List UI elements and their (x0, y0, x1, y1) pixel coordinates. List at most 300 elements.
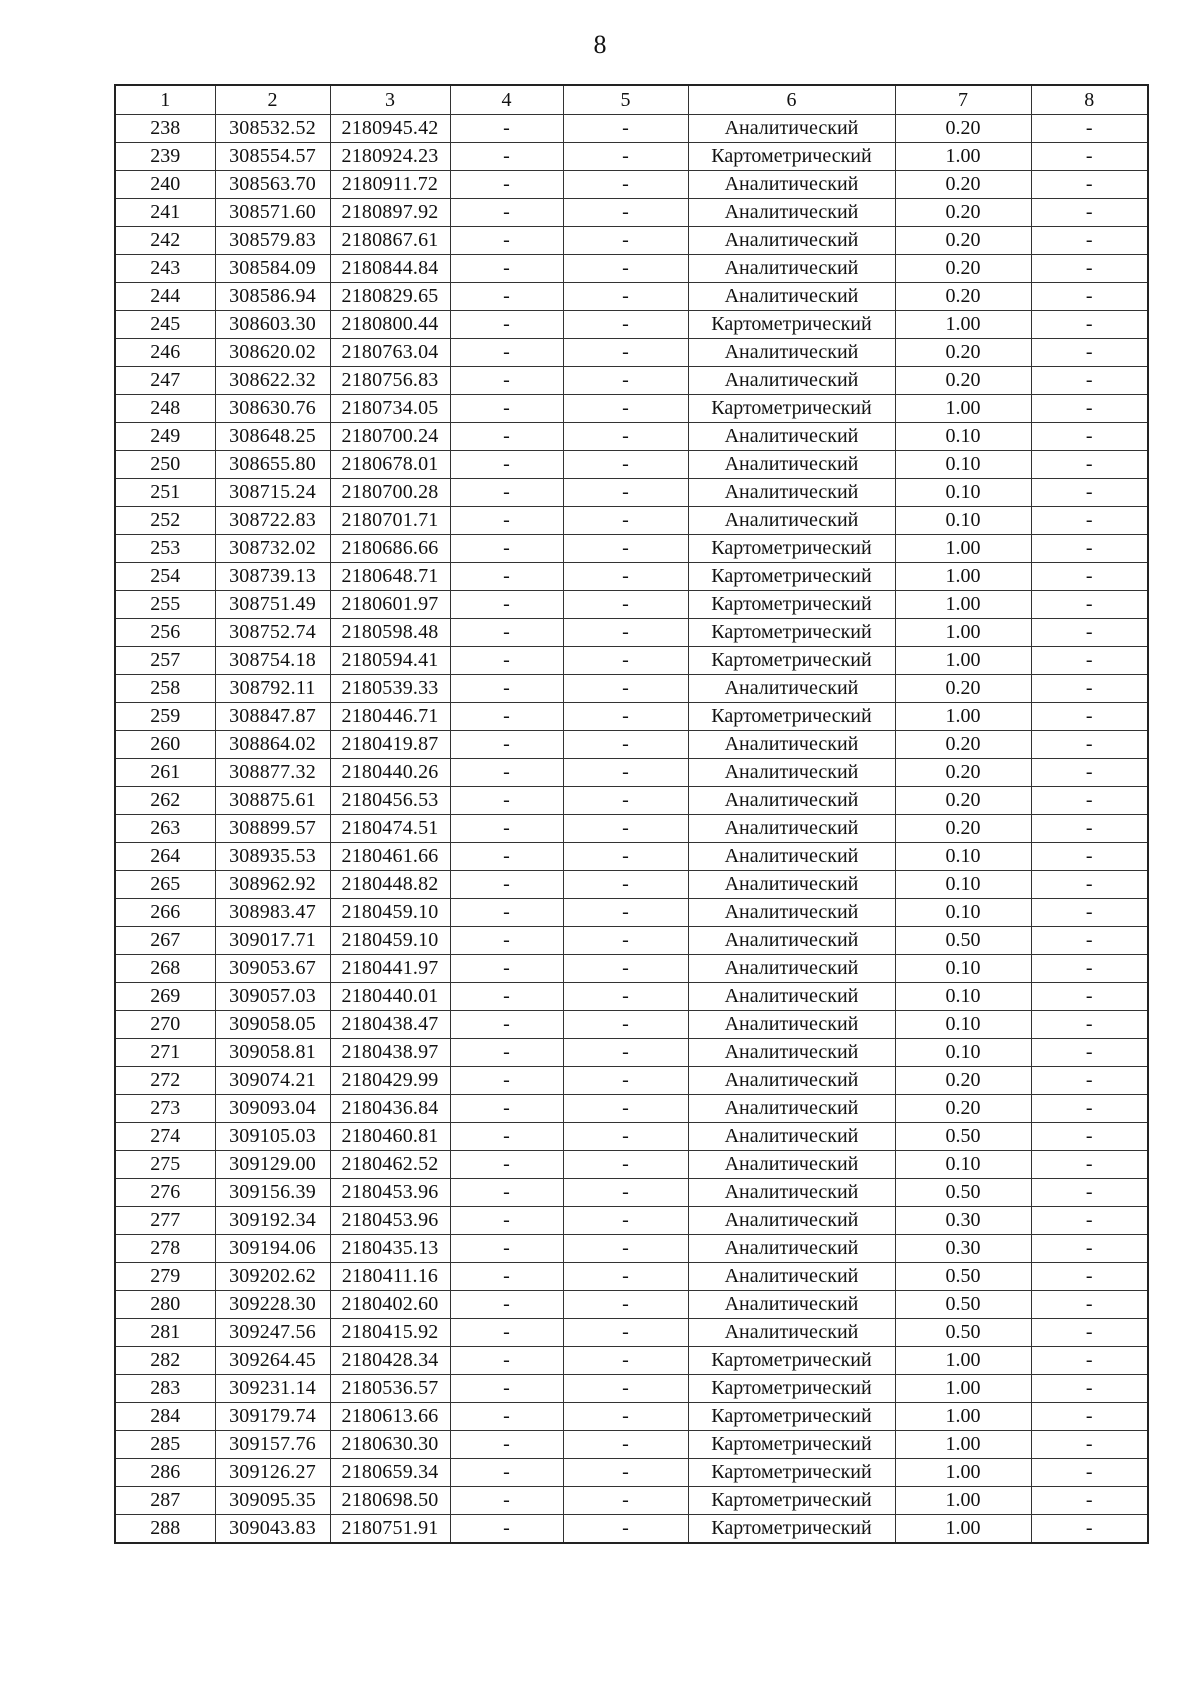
y-coordinate-cell: 2180435.13 (330, 1235, 450, 1263)
table-row (115, 171, 1148, 199)
table-row (115, 759, 1148, 787)
y-coordinate-cell: 2180897.92 (330, 199, 450, 227)
column-4-cell: - (450, 1039, 563, 1067)
column-5-cell: - (563, 1067, 688, 1095)
column-4-cell: - (450, 1011, 563, 1039)
point-number-cell: 272 (115, 1067, 215, 1095)
column-8-cell: - (1031, 843, 1148, 871)
column-5-cell: - (563, 1375, 688, 1403)
accuracy-cell: 0.20 (895, 283, 1031, 311)
column-4-cell: - (450, 1459, 563, 1487)
accuracy-cell: 1.00 (895, 1515, 1031, 1544)
y-coordinate-cell: 2180648.71 (330, 563, 450, 591)
method-cell: Аналитический (688, 1011, 895, 1039)
point-number-cell: 247 (115, 367, 215, 395)
point-number-cell: 282 (115, 1347, 215, 1375)
method-cell: Аналитический (688, 675, 895, 703)
method-cell: Аналитический (688, 171, 895, 199)
method-cell: Картометрический (688, 1487, 895, 1515)
column-5-cell: - (563, 339, 688, 367)
table-row (115, 1067, 1148, 1095)
method-cell: Аналитический (688, 1039, 895, 1067)
y-coordinate-cell: 2180459.10 (330, 927, 450, 955)
x-coordinate-cell: 309129.00 (215, 1151, 330, 1179)
y-coordinate-cell: 2180402.60 (330, 1291, 450, 1319)
accuracy-cell: 0.10 (895, 899, 1031, 927)
accuracy-cell: 0.10 (895, 479, 1031, 507)
table-row (115, 703, 1148, 731)
column-4-cell: - (450, 815, 563, 843)
column-8-cell: - (1031, 815, 1148, 843)
column-4-cell: - (450, 1431, 563, 1459)
table-row (115, 283, 1148, 311)
accuracy-cell: 0.20 (895, 675, 1031, 703)
point-number-cell: 273 (115, 1095, 215, 1123)
y-coordinate-cell: 2180659.34 (330, 1459, 450, 1487)
point-number-cell: 251 (115, 479, 215, 507)
table-row (115, 1291, 1148, 1319)
method-cell: Картометрический (688, 563, 895, 591)
x-coordinate-cell: 309057.03 (215, 983, 330, 1011)
x-coordinate-cell: 309053.67 (215, 955, 330, 983)
column-8-cell: - (1031, 115, 1148, 143)
x-coordinate-cell: 308962.92 (215, 871, 330, 899)
y-coordinate-cell: 2180428.34 (330, 1347, 450, 1375)
coordinates-table (114, 84, 1149, 1544)
method-cell: Картометрический (688, 395, 895, 423)
table-row (115, 927, 1148, 955)
x-coordinate-cell: 309192.34 (215, 1207, 330, 1235)
x-coordinate-cell: 308792.11 (215, 675, 330, 703)
column-4-cell: - (450, 1179, 563, 1207)
column-8-cell: - (1031, 1291, 1148, 1319)
point-number-cell: 287 (115, 1487, 215, 1515)
accuracy-cell: 1.00 (895, 563, 1031, 591)
accuracy-cell: 1.00 (895, 591, 1031, 619)
column-4-cell: - (450, 283, 563, 311)
column-5-cell: - (563, 675, 688, 703)
accuracy-cell: 1.00 (895, 619, 1031, 647)
column-5-cell: - (563, 1039, 688, 1067)
method-cell: Аналитический (688, 1067, 895, 1095)
accuracy-cell: 1.00 (895, 143, 1031, 171)
column-8-cell: - (1031, 171, 1148, 199)
point-number-cell: 265 (115, 871, 215, 899)
column-8-cell: - (1031, 1319, 1148, 1347)
table-body (115, 115, 1148, 1544)
y-coordinate-cell: 2180924.23 (330, 143, 450, 171)
point-number-cell: 238 (115, 115, 215, 143)
table-row (115, 619, 1148, 647)
x-coordinate-cell: 308655.80 (215, 451, 330, 479)
x-coordinate-cell: 309157.76 (215, 1431, 330, 1459)
accuracy-cell: 0.30 (895, 1235, 1031, 1263)
x-coordinate-cell: 308751.49 (215, 591, 330, 619)
column-5-cell: - (563, 1487, 688, 1515)
method-cell: Картометрический (688, 619, 895, 647)
table-row (115, 1403, 1148, 1431)
table-row (115, 451, 1148, 479)
column-8-cell: - (1031, 871, 1148, 899)
x-coordinate-cell: 309231.14 (215, 1375, 330, 1403)
column-8-cell: - (1031, 1179, 1148, 1207)
point-number-cell: 271 (115, 1039, 215, 1067)
point-number-cell: 261 (115, 759, 215, 787)
y-coordinate-cell: 2180601.97 (330, 591, 450, 619)
point-number-cell: 283 (115, 1375, 215, 1403)
column-header: 4 (450, 85, 563, 115)
column-4-cell: - (450, 339, 563, 367)
y-coordinate-cell: 2180829.65 (330, 283, 450, 311)
x-coordinate-cell: 309043.83 (215, 1515, 330, 1544)
column-8-cell: - (1031, 1515, 1148, 1544)
x-coordinate-cell: 308563.70 (215, 171, 330, 199)
point-number-cell: 256 (115, 619, 215, 647)
column-8-cell: - (1031, 395, 1148, 423)
column-4-cell: - (450, 675, 563, 703)
accuracy-cell: 0.10 (895, 451, 1031, 479)
y-coordinate-cell: 2180453.96 (330, 1179, 450, 1207)
point-number-cell: 285 (115, 1431, 215, 1459)
accuracy-cell: 1.00 (895, 1347, 1031, 1375)
column-8-cell: - (1031, 1067, 1148, 1095)
column-4-cell: - (450, 1347, 563, 1375)
y-coordinate-cell: 2180751.91 (330, 1515, 450, 1544)
column-8-cell: - (1031, 731, 1148, 759)
column-5-cell: - (563, 843, 688, 871)
y-coordinate-cell: 2180763.04 (330, 339, 450, 367)
table-row (115, 227, 1148, 255)
column-8-cell: - (1031, 787, 1148, 815)
point-number-cell: 275 (115, 1151, 215, 1179)
column-5-cell: - (563, 1179, 688, 1207)
accuracy-cell: 0.10 (895, 423, 1031, 451)
table-row (115, 199, 1148, 227)
y-coordinate-cell: 2180539.33 (330, 675, 450, 703)
column-4-cell: - (450, 1235, 563, 1263)
column-4-cell: - (450, 563, 563, 591)
column-8-cell: - (1031, 507, 1148, 535)
accuracy-cell: 0.10 (895, 843, 1031, 871)
table-row (115, 1235, 1148, 1263)
accuracy-cell: 1.00 (895, 703, 1031, 731)
y-coordinate-cell: 2180411.16 (330, 1263, 450, 1291)
x-coordinate-cell: 309105.03 (215, 1123, 330, 1151)
column-8-cell: - (1031, 619, 1148, 647)
column-4-cell: - (450, 1403, 563, 1431)
method-cell: Картометрический (688, 591, 895, 619)
y-coordinate-cell: 2180419.87 (330, 731, 450, 759)
point-number-cell: 249 (115, 423, 215, 451)
x-coordinate-cell: 309058.05 (215, 1011, 330, 1039)
column-4-cell: - (450, 1123, 563, 1151)
column-5-cell: - (563, 367, 688, 395)
column-header: 3 (330, 85, 450, 115)
x-coordinate-cell: 308603.30 (215, 311, 330, 339)
x-coordinate-cell: 308532.52 (215, 115, 330, 143)
column-4-cell: - (450, 1375, 563, 1403)
column-8-cell: - (1031, 983, 1148, 1011)
accuracy-cell: 1.00 (895, 647, 1031, 675)
y-coordinate-cell: 2180686.66 (330, 535, 450, 563)
x-coordinate-cell: 309179.74 (215, 1403, 330, 1431)
column-header: 1 (115, 85, 215, 115)
point-number-cell: 248 (115, 395, 215, 423)
column-5-cell: - (563, 1431, 688, 1459)
column-5-cell: - (563, 1291, 688, 1319)
point-number-cell: 274 (115, 1123, 215, 1151)
method-cell: Картометрический (688, 1347, 895, 1375)
point-number-cell: 264 (115, 843, 215, 871)
column-8-cell: - (1031, 1123, 1148, 1151)
table-row (115, 311, 1148, 339)
point-number-cell: 252 (115, 507, 215, 535)
column-4-cell: - (450, 143, 563, 171)
column-5-cell: - (563, 115, 688, 143)
accuracy-cell: 0.50 (895, 1263, 1031, 1291)
column-4-cell: - (450, 731, 563, 759)
method-cell: Аналитический (688, 843, 895, 871)
column-5-cell: - (563, 927, 688, 955)
table-row (115, 1431, 1148, 1459)
column-8-cell: - (1031, 1207, 1148, 1235)
x-coordinate-cell: 309074.21 (215, 1067, 330, 1095)
column-5-cell: - (563, 451, 688, 479)
table-row (115, 1011, 1148, 1039)
column-5-cell: - (563, 171, 688, 199)
column-4-cell: - (450, 1515, 563, 1544)
x-coordinate-cell: 308584.09 (215, 255, 330, 283)
accuracy-cell: 0.50 (895, 1123, 1031, 1151)
column-5-cell: - (563, 619, 688, 647)
accuracy-cell: 0.20 (895, 815, 1031, 843)
x-coordinate-cell: 308571.60 (215, 199, 330, 227)
method-cell: Аналитический (688, 787, 895, 815)
x-coordinate-cell: 309095.35 (215, 1487, 330, 1515)
column-5-cell: - (563, 871, 688, 899)
column-4-cell: - (450, 1207, 563, 1235)
accuracy-cell: 0.20 (895, 171, 1031, 199)
column-5-cell: - (563, 1207, 688, 1235)
column-5-cell: - (563, 255, 688, 283)
column-8-cell: - (1031, 1459, 1148, 1487)
column-8-cell: - (1031, 591, 1148, 619)
column-5-cell: - (563, 1095, 688, 1123)
column-8-cell: - (1031, 1151, 1148, 1179)
table-row (115, 395, 1148, 423)
point-number-cell: 254 (115, 563, 215, 591)
y-coordinate-cell: 2180756.83 (330, 367, 450, 395)
column-5-cell: - (563, 955, 688, 983)
method-cell: Картометрический (688, 1459, 895, 1487)
x-coordinate-cell: 308579.83 (215, 227, 330, 255)
column-4-cell: - (450, 255, 563, 283)
column-8-cell: - (1031, 143, 1148, 171)
method-cell: Картометрический (688, 703, 895, 731)
column-4-cell: - (450, 619, 563, 647)
column-8-cell: - (1031, 255, 1148, 283)
point-number-cell: 270 (115, 1011, 215, 1039)
accuracy-cell: 0.50 (895, 1179, 1031, 1207)
column-5-cell: - (563, 731, 688, 759)
table-row (115, 1459, 1148, 1487)
column-5-cell: - (563, 1263, 688, 1291)
y-coordinate-cell: 2180462.52 (330, 1151, 450, 1179)
x-coordinate-cell: 309156.39 (215, 1179, 330, 1207)
table-row (115, 815, 1148, 843)
accuracy-cell: 1.00 (895, 395, 1031, 423)
accuracy-cell: 0.20 (895, 787, 1031, 815)
method-cell: Аналитический (688, 227, 895, 255)
column-4-cell: - (450, 367, 563, 395)
accuracy-cell: 0.20 (895, 367, 1031, 395)
table-row (115, 647, 1148, 675)
method-cell: Аналитический (688, 1319, 895, 1347)
column-4-cell: - (450, 1151, 563, 1179)
column-8-cell: - (1031, 535, 1148, 563)
accuracy-cell: 0.50 (895, 1291, 1031, 1319)
table-row (115, 1375, 1148, 1403)
method-cell: Аналитический (688, 927, 895, 955)
column-4-cell: - (450, 451, 563, 479)
table-row (115, 367, 1148, 395)
point-number-cell: 250 (115, 451, 215, 479)
accuracy-cell: 0.50 (895, 927, 1031, 955)
accuracy-cell: 0.10 (895, 1039, 1031, 1067)
table-row (115, 675, 1148, 703)
column-4-cell: - (450, 115, 563, 143)
column-8-cell: - (1031, 1263, 1148, 1291)
accuracy-cell: 0.10 (895, 507, 1031, 535)
table-row (115, 479, 1148, 507)
accuracy-cell: 0.10 (895, 1151, 1031, 1179)
table-row (115, 507, 1148, 535)
column-8-cell: - (1031, 227, 1148, 255)
column-5-cell: - (563, 507, 688, 535)
point-number-cell: 260 (115, 731, 215, 759)
column-5-cell: - (563, 815, 688, 843)
table-row (115, 1515, 1148, 1544)
column-4-cell: - (450, 423, 563, 451)
table-row (115, 1095, 1148, 1123)
method-cell: Аналитический (688, 367, 895, 395)
column-5-cell: - (563, 899, 688, 927)
column-5-cell: - (563, 983, 688, 1011)
column-4-cell: - (450, 955, 563, 983)
table-row (115, 843, 1148, 871)
column-4-cell: - (450, 927, 563, 955)
method-cell: Аналитический (688, 731, 895, 759)
x-coordinate-cell: 309017.71 (215, 927, 330, 955)
y-coordinate-cell: 2180678.01 (330, 451, 450, 479)
method-cell: Аналитический (688, 479, 895, 507)
y-coordinate-cell: 2180429.99 (330, 1067, 450, 1095)
accuracy-cell: 0.20 (895, 255, 1031, 283)
column-4-cell: - (450, 311, 563, 339)
column-8-cell: - (1031, 1487, 1148, 1515)
x-coordinate-cell: 309093.04 (215, 1095, 330, 1123)
method-cell: Аналитический (688, 283, 895, 311)
column-5-cell: - (563, 591, 688, 619)
column-4-cell: - (450, 535, 563, 563)
column-5-cell: - (563, 395, 688, 423)
method-cell: Аналитический (688, 983, 895, 1011)
table-row (115, 1207, 1148, 1235)
accuracy-cell: 1.00 (895, 311, 1031, 339)
method-cell: Аналитический (688, 199, 895, 227)
y-coordinate-cell: 2180911.72 (330, 171, 450, 199)
column-8-cell: - (1031, 423, 1148, 451)
table-row (115, 1487, 1148, 1515)
point-number-cell: 243 (115, 255, 215, 283)
column-header: 6 (688, 85, 895, 115)
point-number-cell: 239 (115, 143, 215, 171)
y-coordinate-cell: 2180440.01 (330, 983, 450, 1011)
point-number-cell: 258 (115, 675, 215, 703)
table-row (115, 1263, 1148, 1291)
accuracy-cell: 1.00 (895, 1431, 1031, 1459)
x-coordinate-cell: 308554.57 (215, 143, 330, 171)
column-4-cell: - (450, 171, 563, 199)
column-8-cell: - (1031, 1235, 1148, 1263)
column-4-cell: - (450, 1067, 563, 1095)
column-8-cell: - (1031, 703, 1148, 731)
accuracy-cell: 0.10 (895, 955, 1031, 983)
method-cell: Аналитический (688, 1207, 895, 1235)
point-number-cell: 278 (115, 1235, 215, 1263)
y-coordinate-cell: 2180613.66 (330, 1403, 450, 1431)
y-coordinate-cell: 2180700.24 (330, 423, 450, 451)
table-row (115, 983, 1148, 1011)
y-coordinate-cell: 2180701.71 (330, 507, 450, 535)
method-cell: Аналитический (688, 1123, 895, 1151)
column-4-cell: - (450, 479, 563, 507)
column-4-cell: - (450, 1263, 563, 1291)
x-coordinate-cell: 309247.56 (215, 1319, 330, 1347)
column-5-cell: - (563, 787, 688, 815)
x-coordinate-cell: 308648.25 (215, 423, 330, 451)
column-4-cell: - (450, 227, 563, 255)
method-cell: Аналитический (688, 899, 895, 927)
table-row (115, 899, 1148, 927)
column-8-cell: - (1031, 1347, 1148, 1375)
point-number-cell: 257 (115, 647, 215, 675)
column-4-cell: - (450, 759, 563, 787)
y-coordinate-cell: 2180945.42 (330, 115, 450, 143)
y-coordinate-cell: 2180867.61 (330, 227, 450, 255)
column-4-cell: - (450, 703, 563, 731)
column-8-cell: - (1031, 563, 1148, 591)
point-number-cell: 259 (115, 703, 215, 731)
accuracy-cell: 1.00 (895, 1403, 1031, 1431)
accuracy-cell: 0.20 (895, 339, 1031, 367)
y-coordinate-cell: 2180438.97 (330, 1039, 450, 1067)
table-row (115, 591, 1148, 619)
table-row (115, 955, 1148, 983)
y-coordinate-cell: 2180440.26 (330, 759, 450, 787)
point-number-cell: 240 (115, 171, 215, 199)
y-coordinate-cell: 2180700.28 (330, 479, 450, 507)
method-cell: Аналитический (688, 1095, 895, 1123)
method-cell: Аналитический (688, 871, 895, 899)
column-4-cell: - (450, 787, 563, 815)
column-8-cell: - (1031, 199, 1148, 227)
point-number-cell: 244 (115, 283, 215, 311)
point-number-cell: 276 (115, 1179, 215, 1207)
table-row (115, 563, 1148, 591)
method-cell: Аналитический (688, 339, 895, 367)
y-coordinate-cell: 2180461.66 (330, 843, 450, 871)
